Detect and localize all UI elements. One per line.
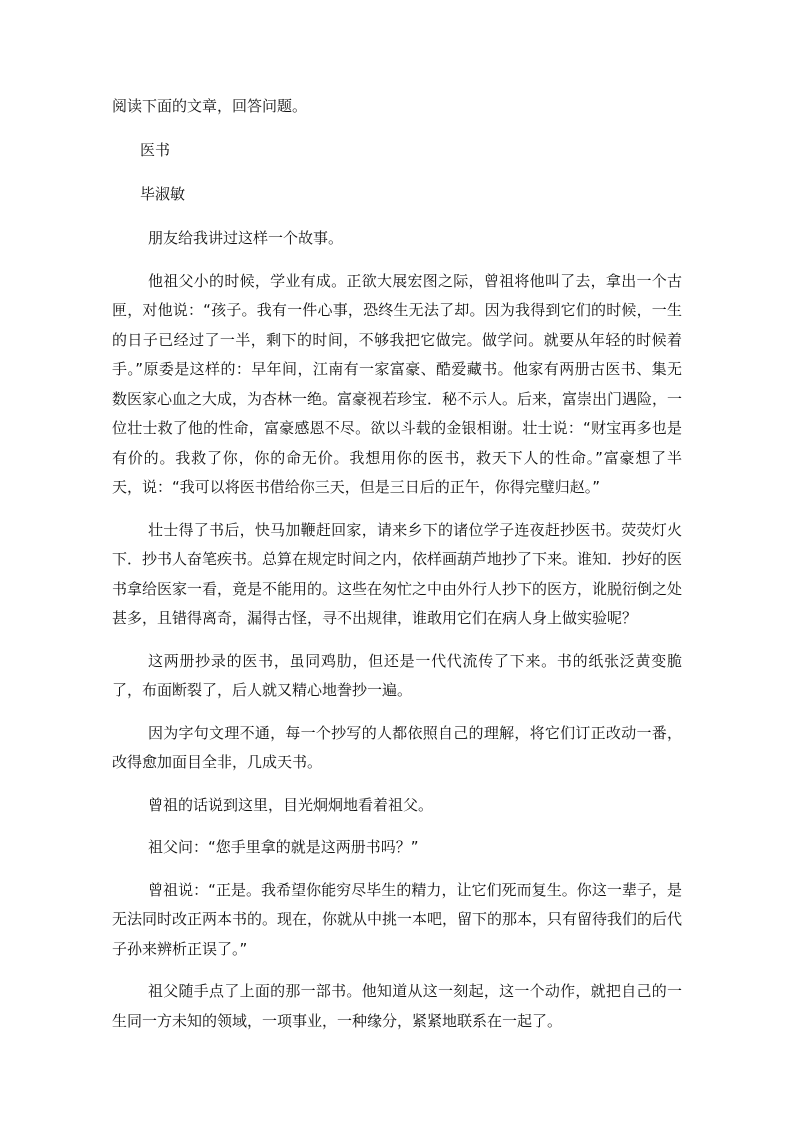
- article-title: 医书: [140, 141, 171, 159]
- paragraph-7: 祖父问：“您手里拿的就是这两册书吗？”: [148, 838, 419, 856]
- paragraph-5: 因为字句文理不通，每一个抄写的人都依照自己的理解，将它们订正改动一番，改得愈加面目全非，几成天书。: [112, 723, 682, 771]
- reading-instruction: 阅读下面的文章，回答问题。: [112, 97, 308, 115]
- paragraph-4: 这两册抄录的医书，虽同鸡肋，但还是一代代流传了下来。书的纸张泛黄变脆了，布面断裂了，后人就又精心地誊抄一遍。: [112, 651, 682, 699]
- paragraph-6: 曾祖的话说到这里，目光炯炯地看着祖父。: [148, 795, 434, 814]
- paragraph-2: 他祖父小的时候，学业有成。正欲大展宏图之际，曾祖将他叫了去，拿出一个古匣，对他说：“孩子。我有一件心事，恐终生无法了却。因为我得到它们的时候，一生的日子已经过了一半，剩下的时间，不够我把它做完。做学问。就要从年轻的时候着手。”原委是这样的：早年间，江南有一家富豪、酷爱藏书。他家有两册古医书、集无数医家心血之大成，为杏林一绝。富豪视若珍宝．秘不示人。后来，富崇出门遇险，一位壮士救了他的性命，富豪感恩不尽。欲以斗载的金银相谢。壮士说：“财宝再多也是有价的。我救了你，你的命无价。我想用你的医书，救天下人的性命。”富豪想了半天，说：“我可以将医书借给你三天，但是三日后的正午，你得完璧归赵。”: [112, 271, 683, 496]
- paragraph-9: 祖父随手点了上面的那一部书。他知道从这一刻起，这一个动作，就把自己的一生同一方未知的领域，一项事业，一种缘分，紧紧地联系在一起了。: [112, 982, 682, 1030]
- article-author: 毕淑敏: [140, 185, 186, 203]
- paragraph-3: 壮士得了书后，快马加鞭赶回家，请来乡下的诸位学子连夜赶抄医书。荧荧灯火下．抄书人奋笔疾书。总算在规定时间之内，依样画葫芦地抄了下来。谁知．抄好的医书拿给医家一看，竟是不能用的。这些在匆忙之中由外行人抄下的医方，讹脱衍倒之处甚多，且错得离奇，漏得古怪，寻不出规律，谁敢用它们在病人身上做实验呢？: [112, 520, 683, 627]
- paragraph-1: 朋友给我讲过这样一个故事。: [148, 229, 344, 247]
- paragraph-8: 曾祖说：“正是。我希望你能穷尽毕生的精力，让它们死而复生。你这一辈子，是无法同时改正两本书的。现在，你就从中挑一本吧，留下的那本，只有留待我们的后代子孙来辨析正误了。”: [112, 880, 683, 958]
